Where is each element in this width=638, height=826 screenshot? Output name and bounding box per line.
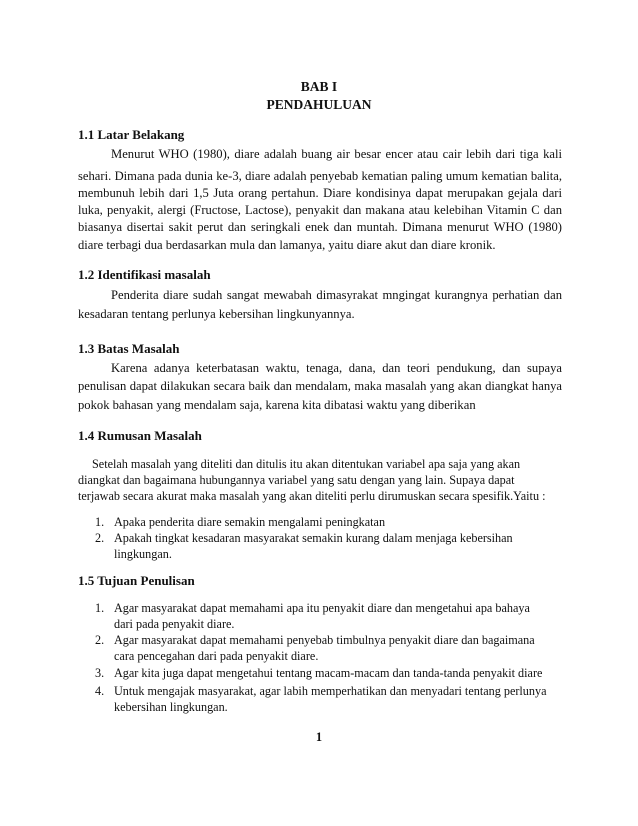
paragraph-line: Setelah masalah yang diteliti dan ditulis itu akan ditentukan variabel apa saja yang akan [92,457,521,471]
list-text: Agar masyarakat dapat memahami apa itu penyakit diare dan mengetahui apa bahaya [114,601,530,615]
paragraph-line: biasanya disertai sakit perut dan seringkali enek dan muntah. Dimana menurut WHO (1980) [78,220,562,234]
paragraph-line: diare terbagi dua berdasarkan mula dan lamanya, yaitu diare akut dan diare kronik. [78,238,496,252]
section-heading-1-4: 1.4 Rumusan Masalah [78,428,202,443]
section-heading-1-2: 1.2 Identifikasi masalah [78,267,211,282]
page-number: 1 [315,730,323,744]
list-text: Apaka penderita diare semakin mengalami peningkatan [114,515,386,529]
list-number: 1. [95,601,105,615]
list-number: 1. [95,515,105,529]
paragraph-line: sehari. Dimana pada dunia ke-3, diare adalah penyebab kematian paling umum kematian balita, [78,169,562,183]
list-number: 4. [95,684,105,698]
chapter-label: BAB I [300,79,338,94]
list-text: Untuk mengajak masyarakat, agar labih memperhatikan dan menyadari tentang perlunya [114,684,547,698]
list-text: Apakah tingkat kesadaran masyarakat semakin kurang dalam menjaga kebersihan [114,531,513,545]
list-text: kebersihan lingkungan. [114,700,228,714]
list-text: Agar kita juga dapat mengetahui tentang macam-macam dan tanda-tanda penyakit diare [114,666,543,680]
section-heading-1-1: 1.1 Latar Belakang [78,127,185,142]
paragraph-line: penulisan dapat dilakukan secara baik dan mendalam, maka masalah yang akan diangkat hanya [78,379,562,393]
paragraph-line: Karena adanya keterbatasan waktu, tenaga, dana, dan teori pendukung, dan supaya [111,361,562,375]
paragraph-line: pokok bahasan yang mendalam saja, karena kita dibatasi waktu yang diberikan [78,398,476,412]
paragraph-line: terjawab secara akurat maka masalah yang akan diteliti perlu dirumuskan secara spesifik.Yaitu : [78,489,546,503]
paragraph-line: Menurut WHO (1980), diare adalah buang air besar encer atau cair lebih dari tiga kali [111,147,562,161]
paragraph-line: kesadaran tentang perlunya kebersihan lingkunyannya. [78,307,355,321]
list-text: cara pencegahan dari pada penyakit diare. [114,649,319,663]
section-heading-1-3: 1.3 Batas Masalah [78,341,180,356]
list-text: lingkungan. [114,547,172,561]
list-number: 2. [95,633,105,647]
paragraph-line: diangkat dan bagaimana hubungannya variabel yang satu dengan yang lain. Supaya dapat [78,473,515,487]
list-text: dari pada penyakit diare. [114,617,235,631]
paragraph-line: luka, penyakit, alergi (Fructose, Lactose), penyakit dan makana atau kelebihan Vitamin C dan [78,203,562,217]
chapter-title: PENDAHULUAN [266,97,372,112]
list-text: Agar masyarakat dapat memahami penyebab timbulnya penyakit diare dan bagaimana [114,633,535,647]
list-number: 2. [95,531,105,545]
paragraph-line: membunuh lebih dari 1,5 Juta orang pertahun. Diare kondisinya dapat merupakan gejala dari [78,186,562,200]
section-heading-1-5: 1.5 Tujuan Penulisan [78,573,195,588]
paragraph-line: Penderita diare sudah sangat mewabah dimasyrakat mngingat kurangnya perhatian dan [111,288,562,302]
list-number: 3. [95,666,105,680]
